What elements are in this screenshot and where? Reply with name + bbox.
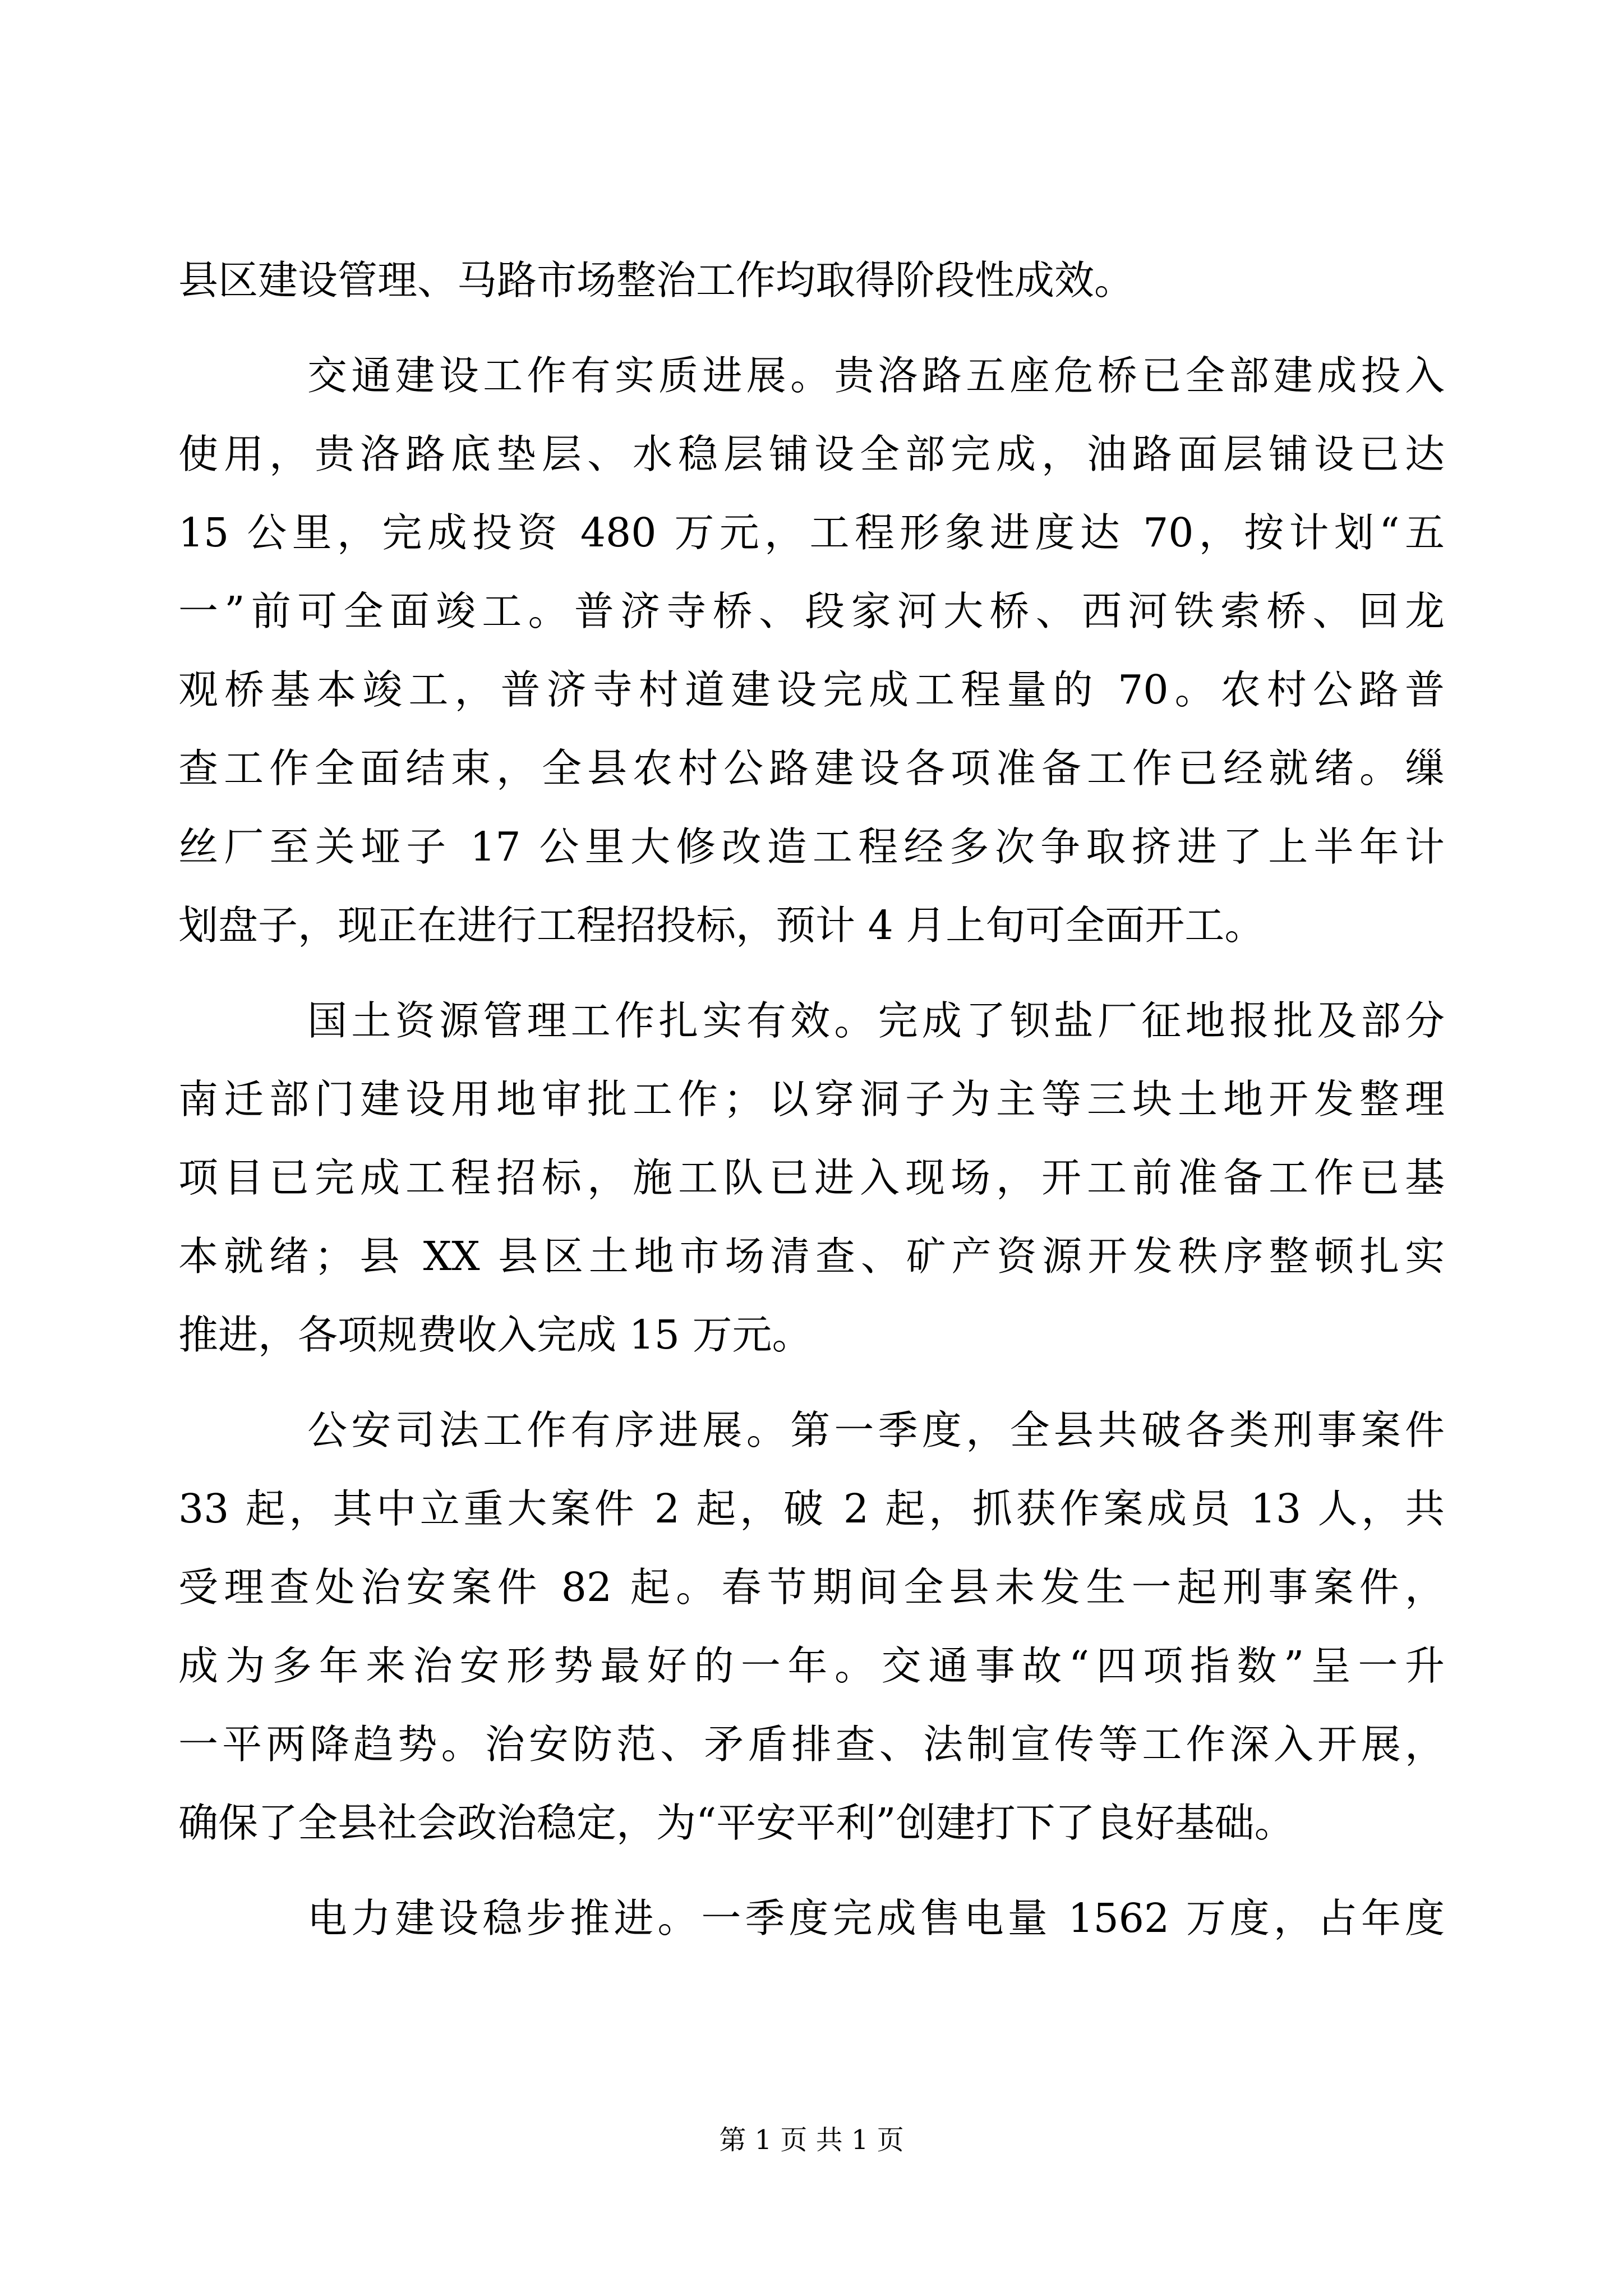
paragraph-line: 国土资源管理工作扎实有效。完成了钡盐厂征地报批及部分: [307, 997, 1445, 1044]
text-line: 确保了全县社会政治稳定，为“平安平利”创建打下了良好基础。: [178, 1800, 1294, 1846]
text-line: 本就绪；县 XX 县区土地市场清查、矿产资源开发秩序整顿扎实: [178, 1233, 1445, 1280]
text-line: 项目已完成工程招标，施工队已进入现场，开工前准备工作已基: [178, 1154, 1445, 1201]
text-line: 受理查处治安案件 82 起。春节期间全县未发生一起刑事案件，: [178, 1564, 1445, 1611]
text-line: 县区建设管理、马路市场整治工作均取得阶段性成效。: [178, 257, 1135, 303]
text-line: 观桥基本竣工，普济寺村道建设完成工程量的 70。农村公路普: [178, 666, 1445, 713]
text-line: 南迁部门建设用地审批工作；以穿洞子为主等三块土地开发整理: [178, 1076, 1445, 1122]
text-line: 划盘子，现正在进行工程招投标，预计 4 月上旬可全面开工。: [178, 902, 1265, 949]
page-footer: 第 1 页 共 1 页: [719, 2124, 904, 2156]
text-line: 推进，各项规费收入完成 15 万元。: [178, 1312, 812, 1358]
text-line: 一”前可全面竣工。普济寺桥、段家河大桥、西河铁索桥、回龙: [178, 588, 1445, 634]
text-line: 使用，贵洛路底垫层、水稳层铺设全部完成，油路面层铺设已达: [178, 431, 1445, 477]
text-line: 查工作全面结束，全县农村公路建设各项准备工作已经就绪。缫: [178, 745, 1445, 792]
text-line: 一平两降趋势。治安防范、矛盾排查、法制宣传等工作深入开展，: [178, 1721, 1445, 1768]
text-line: 33 起，其中立重大案件 2 起，破 2 起，抓获作案成员 13 人，共: [178, 1485, 1445, 1532]
paragraph-line: 交通建设工作有实质进展。贵洛路五座危桥已全部建成投入: [307, 352, 1445, 399]
paragraph-line: 公安司法工作有序进展。第一季度，全县共破各类刑事案件: [307, 1407, 1445, 1453]
text-line: 15 公里，完成投资 480 万元，工程形象进度达 70，按计划“五: [178, 509, 1445, 556]
text-line: 成为多年来治安形势最好的一年。交通事故“四项指数”呈一升: [178, 1642, 1445, 1689]
text-line: 丝厂至关垭子 17 公里大修改造工程经多次争取挤进了上半年计: [178, 823, 1445, 870]
paragraph-line: 电力建设稳步推进。一季度完成售电量 1562 万度，占年度: [307, 1895, 1445, 1941]
